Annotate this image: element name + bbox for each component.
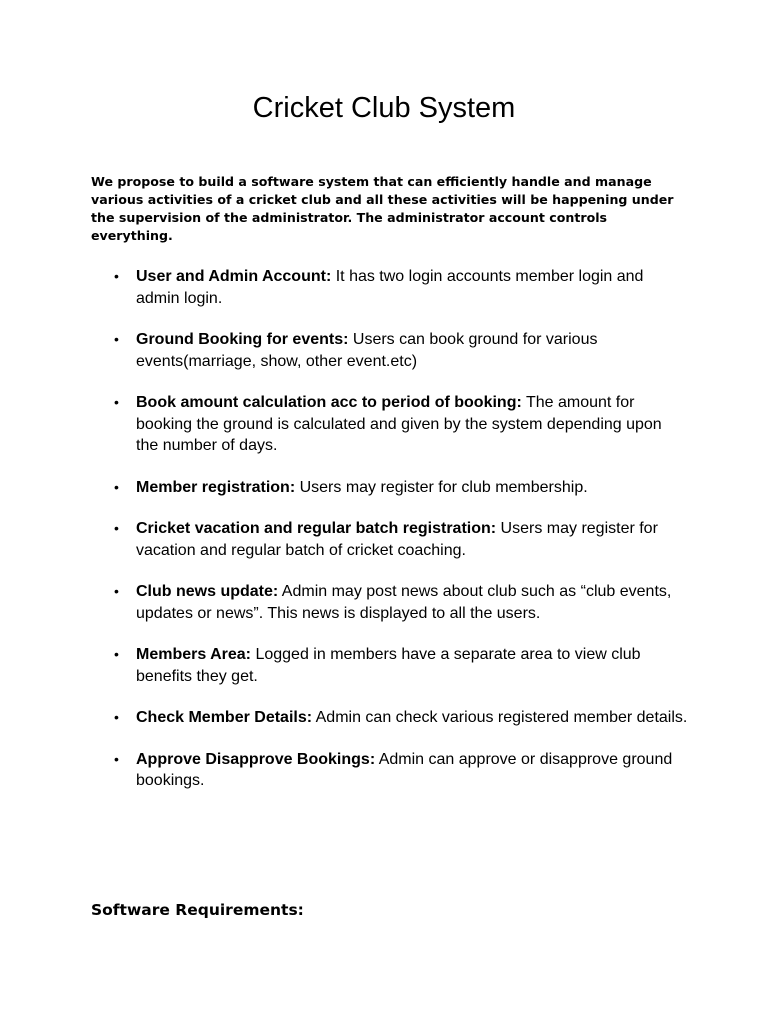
bullet-icon: • (114, 478, 119, 495)
bullet-icon: • (114, 268, 119, 284)
feature-description: Logged in members have a separate area to view club benefits they get. (136, 646, 641, 685)
feature-description: Admin may post news about club such as “club events, updates or news”. This news is displayed to all the users. (136, 583, 672, 622)
feature-term: Check Member Details: (136, 709, 313, 726)
feature-term: Club news update: (136, 583, 279, 600)
bullet-icon: • (114, 520, 119, 536)
document-title: Cricket Club System (252, 92, 516, 124)
feature-term: Members Area: (136, 646, 252, 663)
feature-item (0, 477, 768, 499)
bullet-icon: • (114, 394, 119, 410)
feature-item (0, 707, 768, 729)
feature-term: Book amount calculation acc to period of booking: (136, 394, 522, 411)
feature-description: Users can book ground for various events(marriage, show, other event.etc) (136, 331, 598, 370)
feature-description: Admin can approve or disapprove ground bookings. (136, 750, 673, 789)
feature-list (0, 266, 768, 812)
feature-term: Ground Booking for events: (136, 331, 349, 348)
feature-description: Admin can check various registered member details. (312, 709, 688, 726)
intro-paragraph: We propose to build a software system that can efficiently handle and manage various activities of a cricket club and all these activities will be happening under the supervision of the administrator. The administrator account controls everything. (91, 174, 674, 243)
feature-description: It has two login accounts member login and admin login. (136, 268, 644, 307)
feature-description: Users may register for club membership. (295, 478, 588, 496)
bullet-icon: • (114, 709, 119, 725)
feature-item (0, 644, 768, 687)
feature-term: Cricket vacation and regular batch registration: (136, 520, 497, 537)
bullet-icon: • (114, 646, 119, 662)
feature-item (0, 518, 768, 561)
feature-item (0, 581, 768, 624)
feature-item (0, 266, 768, 309)
feature-item (0, 329, 768, 372)
feature-term: Approve Disapprove Bookings: (136, 750, 376, 768)
bullet-icon: • (114, 583, 119, 599)
feature-description: The amount for booking the ground is calculated and given by the system depending upon the number of days. (136, 394, 662, 454)
software-requirements-heading: Software Requirements: (91, 901, 304, 919)
bullet-icon: • (114, 331, 119, 347)
feature-description: Users may register for vacation and regular batch of cricket coaching. (136, 520, 658, 559)
feature-item (0, 392, 768, 457)
bullet-icon: • (114, 750, 119, 767)
feature-term: Member registration: (136, 478, 296, 496)
feature-term: User and Admin Account: (136, 268, 332, 285)
feature-item (0, 749, 768, 792)
